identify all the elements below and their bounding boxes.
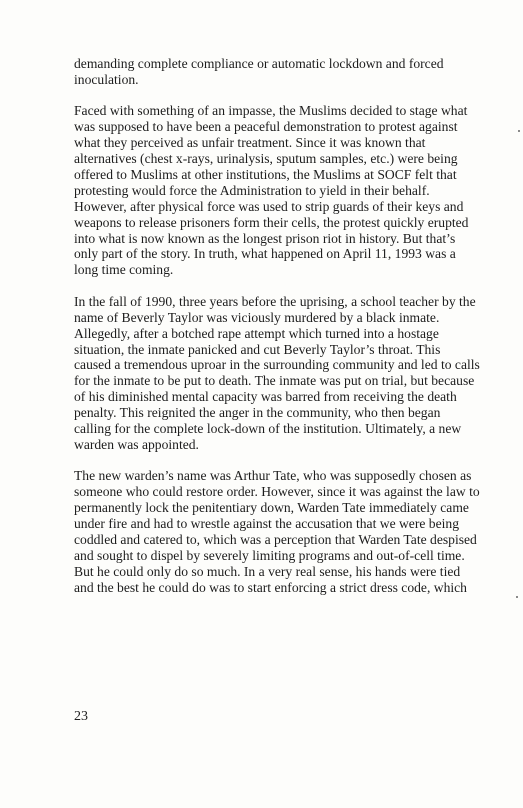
paragraph-4: The new warden’s name was Arthur Tate, who was supposedly chosen as someone who could restore order. However, since it was against the law to permanently lock the penitentiary down, Warden Tate immediately came under fire and had to wrestle against the accusation that we were being coddled and catered to, which was a perception that Warden Tate despised and sought to dispel by severely limiting programs and out-of-cell time. But he could only do so much. In a very real sense, his hands were tied and the best he could do was to start enforcing a strict dress code, which: [74, 468, 480, 595]
body-text: [74, 56, 480, 611]
paragraph-3: In the fall of 1990, three years before the uprising, a school teacher by the name of Beverly Taylor was viciously murdered by a black inmate. Allegedly, after a botched rape attempt which turned into a hostage situation, the inmate panicked and cut Beverly Taylor’s throat. This caused a tremendous uproar in the surrounding community and led to calls for the inmate to be put to death. The inmate was put on trial, but because of his diminished mental capacity was barred from receiving the death penalty. This reignited the anger in the community, who then began calling for the complete lock-down of the institution. Ultimately, a new warden was appointed.: [74, 293, 480, 452]
paragraph-2: Faced with something of an impasse, the Muslims decided to stage what was supposed to have been a peaceful demonstration to protest against what they perceived as unfair treatment. Since it was known that alternatives (chest x-rays, urinalysis, sputum samples, etc.) were being offered to Muslims at other institutions, the Muslims at SOCF felt that protesting would force the Administration to yield in their behalf. However, after physical force was used to strip guards of their keys and weapons to release prisoners form their cells, the protest quickly erupted into what is now known as the longest prison riot in history. But that’s only part of the story. In truth, what happened on April 11, 1993 was a long time coming.: [74, 103, 469, 278]
page-number: 23: [74, 709, 88, 724]
paragraph-1: demanding complete compliance or automatic lockdown and forced inoculation.: [74, 56, 444, 87]
scan-speck: [518, 130, 520, 132]
scan-speck: [516, 596, 518, 598]
